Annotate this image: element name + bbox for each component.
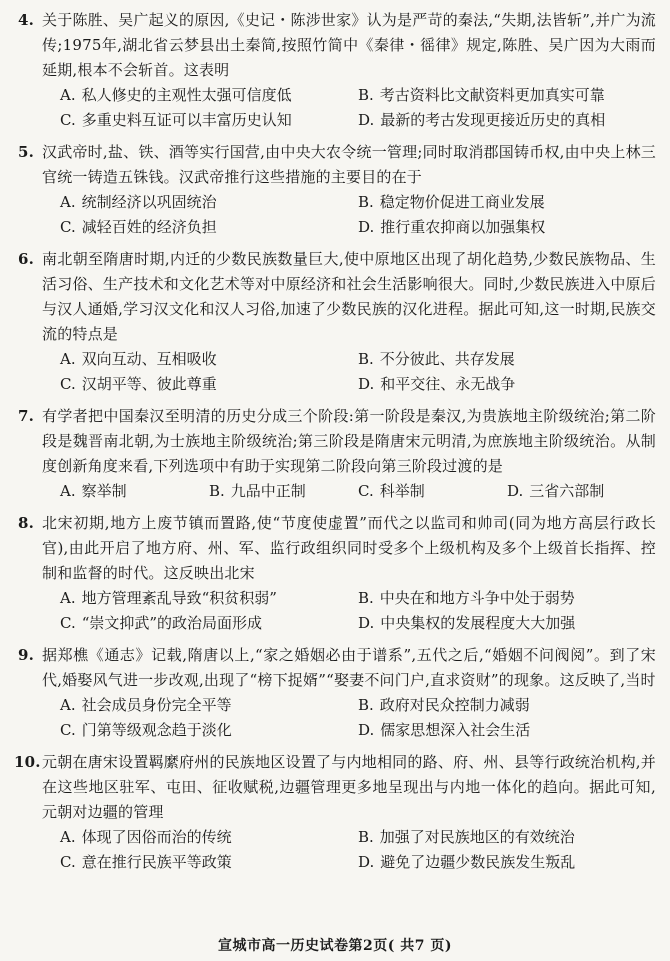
option-a xyxy=(60,693,358,718)
option-c xyxy=(60,718,358,743)
option-text: 社会成员身份完全平等 xyxy=(81,696,232,714)
option-text: 三省六部制 xyxy=(529,482,605,500)
option-letter: A. xyxy=(60,828,76,846)
option-letter: A. xyxy=(60,589,76,607)
option-d xyxy=(358,718,656,743)
option-text: 多重史料互证可以丰富历史认知 xyxy=(81,111,292,129)
option-c xyxy=(60,611,358,636)
question-stem xyxy=(14,643,656,693)
option-letter: A. xyxy=(60,482,76,500)
option-text: 意在推行民族平等政策 xyxy=(81,853,232,871)
option-letter: C. xyxy=(60,375,76,393)
option-text: 考古资料比文献资料更加真实可靠 xyxy=(379,86,605,104)
option-text: 避免了边疆少数民族发生叛乱 xyxy=(380,853,576,871)
option-letter: B. xyxy=(358,828,374,846)
option-text: 政府对民众控制力减弱 xyxy=(379,696,530,714)
option-letter: A. xyxy=(60,350,76,368)
question-number: 10. xyxy=(14,753,41,771)
option-text: 减轻百姓的经济负担 xyxy=(81,218,217,236)
option-a xyxy=(60,347,358,372)
option-text: 私人修史的主观性太强可信度低 xyxy=(81,86,292,104)
option-text: 汉胡平等、彼此尊重 xyxy=(81,375,217,393)
option-text: 察举制 xyxy=(81,482,127,500)
page-footer: 宣城市高一历史试卷第2页( 共7 页) xyxy=(218,938,452,954)
question-stem xyxy=(14,750,656,825)
question-10 xyxy=(14,750,656,875)
option-c xyxy=(60,850,358,875)
option-text: 稳定物价促进工商业发展 xyxy=(379,193,545,211)
options xyxy=(14,347,656,397)
question-number: 7. xyxy=(18,407,35,425)
option-text: 体现了因俗而治的传统 xyxy=(81,828,232,846)
option-b xyxy=(358,825,656,850)
option-text: 儒家思想深入社会生活 xyxy=(380,721,531,739)
option-text: 门第等级观念趋于淡化 xyxy=(81,721,232,739)
options xyxy=(14,586,656,636)
option-text: 科举制 xyxy=(379,482,425,500)
question-8 xyxy=(14,511,656,636)
question-5 xyxy=(14,140,656,240)
question-text: 有学者把中国秦汉至明清的历史分成三个阶段:第一阶段是秦汉,为贵族地主阶级统治;第二阶段是魏晋南北朝,为士族地主阶级统治;第三阶段是隋唐宋元明清,为庶族地主阶级统治。从制度创新角度来看,下列选项中有助于实现第二阶段向第三阶段过渡的是 xyxy=(42,407,656,475)
options xyxy=(14,190,656,240)
question-9 xyxy=(14,643,656,743)
option-b xyxy=(358,693,656,718)
question-stem xyxy=(14,247,656,347)
option-a xyxy=(60,586,358,611)
question-text: 南北朝至隋唐时期,内迁的少数民族数量巨大,使中原地区出现了胡化趋势,少数民族物品、生活习俗、生产技术和文化艺术等对中原经济和社会生活影响很大。同时,少数民族进入中原后与汉人通婚,学习汉文化和汉人习俗,加速了少数民族的汉化进程。据此可知,这一时期,民族交流的特点是 xyxy=(42,250,656,343)
option-letter: A. xyxy=(60,696,76,714)
option-text: “崇文抑武”的政治局面形成 xyxy=(81,614,263,632)
option-b xyxy=(358,190,656,215)
option-a xyxy=(60,825,358,850)
option-b xyxy=(358,347,656,372)
question-text: 元朝在唐宋设置羁縻府州的民族地区设置了与内地相同的路、府、州、县等行政统治机构,并在这些地区驻军、屯田、征收赋税,边疆管理更多地呈现出与内地一体化的趋向。据此可知,元朝对边疆的管理 xyxy=(42,753,656,821)
option-letter: B. xyxy=(358,86,374,104)
option-text: 统制经济以巩固统治 xyxy=(81,193,217,211)
option-a xyxy=(60,83,358,108)
options xyxy=(14,693,656,743)
option-b xyxy=(358,586,656,611)
option-a xyxy=(60,190,358,215)
option-d xyxy=(358,215,656,240)
option-letter: C. xyxy=(358,482,374,500)
option-letter: B. xyxy=(358,193,374,211)
option-letter: B. xyxy=(358,696,374,714)
option-text: 中央在和地方斗争中处于弱势 xyxy=(379,589,575,607)
option-letter: C. xyxy=(60,218,76,236)
option-letter: C. xyxy=(60,614,76,632)
option-text: 不分彼此、共存发展 xyxy=(379,350,515,368)
option-text: 双向互动、互相吸收 xyxy=(81,350,217,368)
option-b xyxy=(358,83,656,108)
option-b xyxy=(209,479,358,504)
option-text: 地方管理紊乱导致“积贫积弱” xyxy=(81,589,277,607)
option-letter: D. xyxy=(358,614,375,632)
option-text: 九品中正制 xyxy=(230,482,306,500)
option-c xyxy=(60,215,358,240)
option-text: 加强了对民族地区的有效统治 xyxy=(379,828,575,846)
question-number: 5. xyxy=(18,143,35,161)
question-6 xyxy=(14,247,656,397)
option-d xyxy=(358,372,656,397)
option-c xyxy=(60,372,358,397)
option-d xyxy=(358,611,656,636)
question-text: 据郑樵《通志》记载,隋唐以上,“家之婚姻必由于谱系”,五代之后,“婚姻不问阀阅”。到了宋代,婚娶风气进一步改观,出现了“榜下捉婿”“娶妻不问门户,直求资财”的现象。这反映了,当时 xyxy=(42,646,656,689)
question-number: 6. xyxy=(18,250,35,268)
option-d xyxy=(507,479,656,504)
option-letter: D. xyxy=(358,375,375,393)
question-stem xyxy=(14,8,656,83)
question-text: 关于陈胜、吴广起义的原因,《史记・陈涉世家》认为是严苛的秦法,“失期,法皆斩”,并广为流传;1975年,湖北省云梦县出土秦简,按照竹简中《秦律・徭律》规定,陈胜、吴广因为大雨而延期,根本不会斩首。这表明 xyxy=(42,11,656,79)
option-letter: C. xyxy=(60,111,76,129)
options xyxy=(14,825,656,875)
question-stem xyxy=(14,511,656,586)
option-c xyxy=(60,108,358,133)
option-letter: D. xyxy=(358,853,375,871)
option-text: 推行重农抑商以加强集权 xyxy=(380,218,546,236)
option-text: 和平交往、永无战争 xyxy=(380,375,516,393)
question-stem xyxy=(14,140,656,190)
option-letter: B. xyxy=(358,589,374,607)
option-letter: B. xyxy=(358,350,374,368)
question-7 xyxy=(14,404,656,504)
option-d xyxy=(358,850,656,875)
question-text: 汉武帝时,盐、铁、酒等实行国营,由中央大农令统一管理;同时取消郡国铸币权,由中央上林三官统一铸造五铢钱。汉武帝推行这些措施的主要目的在于 xyxy=(42,143,656,186)
question-number: 9. xyxy=(18,646,35,664)
option-text: 最新的考古发现更接近历史的真相 xyxy=(380,111,606,129)
option-letter: D. xyxy=(358,111,375,129)
option-text: 中央集权的发展程度大大加强 xyxy=(380,614,576,632)
question-4 xyxy=(14,8,656,133)
options xyxy=(14,83,656,133)
question-text: 北宋初期,地方上废节镇而置路,使“节度使虚置”而代之以监司和帅司(同为地方高层行政长官),由此开启了地方府、州、军、监行政组织同时受多个上级机构及多个上级首长指挥、控制和监督的时代。这反映出北宋 xyxy=(42,514,656,582)
option-letter: A. xyxy=(60,86,76,104)
option-letter: B. xyxy=(209,482,225,500)
option-letter: D. xyxy=(358,721,375,739)
question-number: 4. xyxy=(18,11,35,29)
question-stem xyxy=(14,404,656,479)
option-d xyxy=(358,108,656,133)
option-letter: A. xyxy=(60,193,76,211)
option-a xyxy=(60,479,209,504)
option-letter: D. xyxy=(358,218,375,236)
option-letter: C. xyxy=(60,721,76,739)
option-c xyxy=(358,479,507,504)
question-number: 8. xyxy=(18,514,35,532)
options xyxy=(14,479,656,504)
option-letter: C. xyxy=(60,853,76,871)
option-letter: D. xyxy=(507,482,524,500)
